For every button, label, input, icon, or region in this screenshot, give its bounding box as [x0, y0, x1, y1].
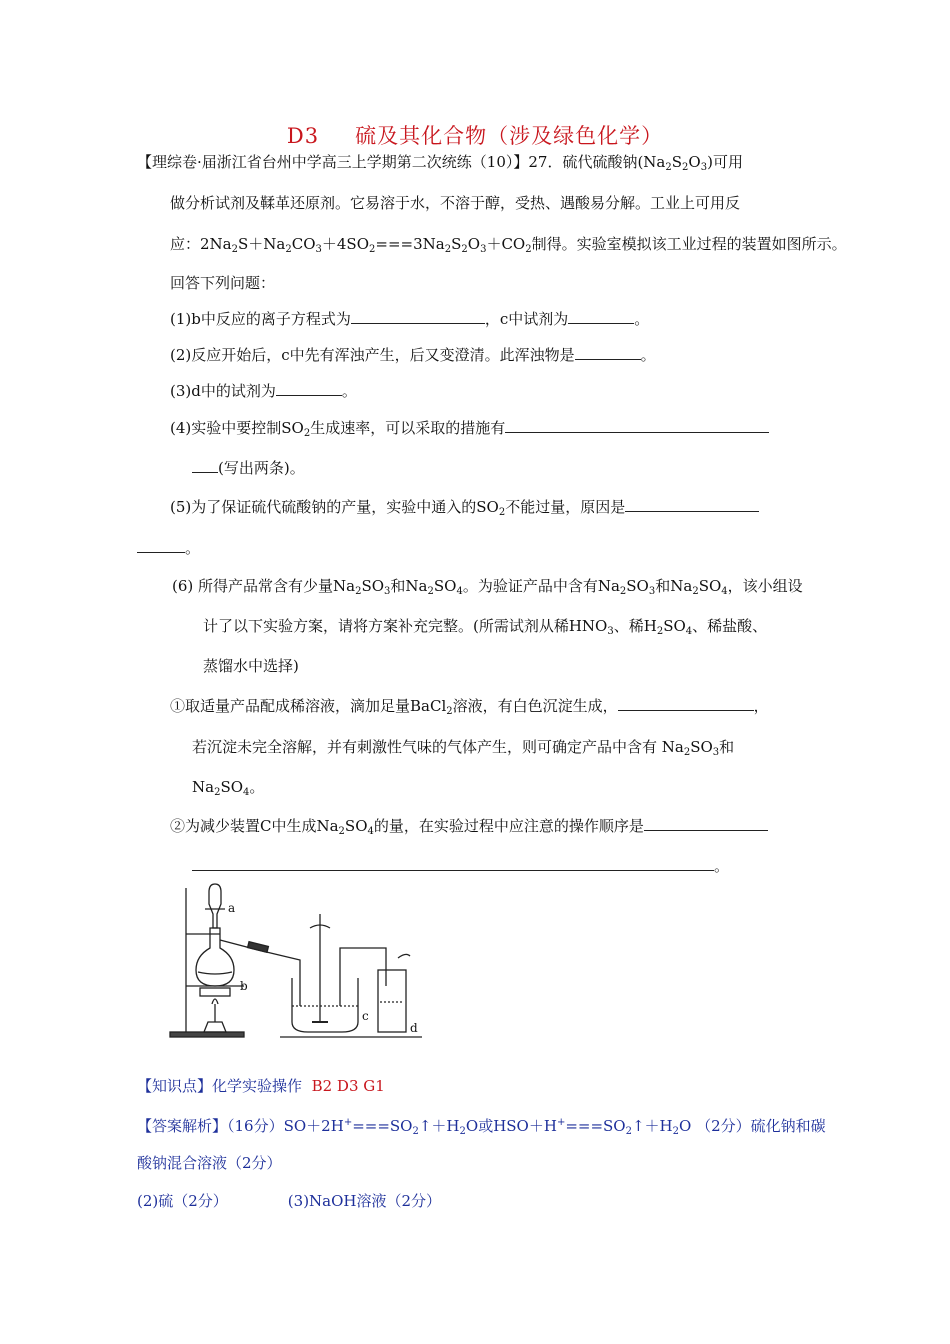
knowledge-point: 【知识点】化学实验操作 B2 D3 G1 — [137, 1077, 385, 1095]
answer-blank[interactable] — [644, 816, 768, 831]
outlet-tube — [340, 948, 386, 1006]
trap-outlet — [398, 954, 410, 958]
section-heading: 硫及其化合物（涉及绿色化学） — [355, 124, 664, 148]
sub-question-5: (5)为了保证硫代硫酸钠的产量，实验中通入的$SO_2$不能过量，原因是 — [170, 497, 759, 523]
step-2: ②为减少装置C中生成$Na_2SO_4$的量，在实验过程中应注意的操作顺序是 — [170, 816, 768, 842]
flask-liquid — [198, 972, 232, 974]
gauze — [200, 988, 230, 996]
sub-question-1: (1)b中反应的离子方程式为 ，c中试剂为 。 — [170, 310, 650, 328]
answer-blank[interactable] — [192, 856, 714, 871]
answer-blank[interactable] — [351, 309, 485, 324]
label-d: d — [410, 1021, 418, 1035]
step-1-line-2: 若沉淀未完全溶解，并有刺激性气味的气体产生，则可确定产品中含有 $Na_2SO_3$和 — [192, 738, 735, 758]
question-line-4: 回答下列问题： — [170, 274, 276, 292]
sub-question-6-line-2: 计了以下实验方案，请将方案补充完整。(所需试剂从稀$HNO_3$、稀$H_2SO_4$、稀盐酸、 — [203, 617, 768, 637]
step-1: ①取适量产品配成稀溶液，滴加足量BaCl$_2$溶液，有白色沉淀生成， ， — [170, 697, 769, 717]
section-title — [0, 120, 950, 150]
label-b: b — [240, 979, 248, 993]
answer-line-2: 酸钠混合溶液（2分） — [137, 1154, 282, 1172]
sub-question-5-cont: 。 — [137, 538, 200, 558]
label-a: a — [228, 901, 236, 915]
section-code: D3 — [286, 124, 320, 148]
question-equation-line: 应：$2Na_2S+Na_2CO_3+4SO_2===3Na_2S_2O_3+CO_2$制得。实验室模拟该工业过程的装置如图所示。 — [170, 235, 847, 255]
label-c: c — [362, 1009, 369, 1023]
question-line-2: 做分析试剂及鞣革还原剂。它易溶于水，不溶于醇，受热、遇酸易分解。工业上可用反 — [170, 194, 741, 212]
sub-question-4: (4)实验中要控制$SO_2$生成速率，可以采取的措施有 — [170, 418, 769, 444]
answer-blank[interactable] — [505, 418, 769, 433]
funnel-a — [209, 884, 221, 928]
stand-base — [170, 1032, 244, 1037]
flask-b — [196, 928, 234, 986]
answer-blank[interactable] — [575, 345, 641, 360]
answer-line-3: (2)硫（2分） (3)NaOH溶液（2分） — [137, 1192, 442, 1210]
apparatus-diagram — [160, 882, 422, 1042]
answer-blank[interactable] — [625, 497, 759, 512]
tube-joint — [248, 942, 269, 953]
sub-question-4-cont: (写出两条)。 — [192, 458, 305, 478]
answer-blank[interactable] — [276, 381, 342, 396]
question-source: 【理综卷·届浙江省台州中学高三上学期第二次统练（10）】27．硫代硫酸钠$(Na_2S_2O_3)$可用 — [137, 153, 743, 173]
answer-blank[interactable] — [192, 458, 218, 473]
answer-blank[interactable] — [568, 309, 634, 324]
sub-question-6: (6) 所得产品常含有少量$Na_2SO_3$和$Na_2SO_4$。为验证产品中含有$Na_2SO_3$和$Na_2SO_4$，该小组设 — [172, 577, 803, 597]
sub-question-2: (2)反应开始后，c中先有浑浊产生，后又变澄清。此浑浊物是 。 — [170, 346, 656, 364]
burner-flame — [212, 999, 218, 1004]
answer-analysis: 【答案解析】（16分）$SO+2H^+===SO_2↑+H_2O$或$HSO+H^+===SO_2↑+H_2O$ （2分）硫化钠和碳 — [137, 1117, 826, 1137]
burner — [204, 1022, 226, 1032]
answer-blank[interactable] — [137, 538, 185, 553]
step-1-line-3: $Na_2SO_4$。 — [192, 778, 265, 798]
vessel-c — [292, 978, 358, 1032]
sub-question-6-line-3: 蒸馏水中选择) — [203, 657, 299, 675]
step-2-cont: 。 — [192, 856, 729, 876]
answer-blank[interactable] — [618, 696, 754, 711]
trap-d — [378, 970, 406, 1032]
sub-question-3: (3)d中的试剂为 。 — [170, 382, 357, 400]
